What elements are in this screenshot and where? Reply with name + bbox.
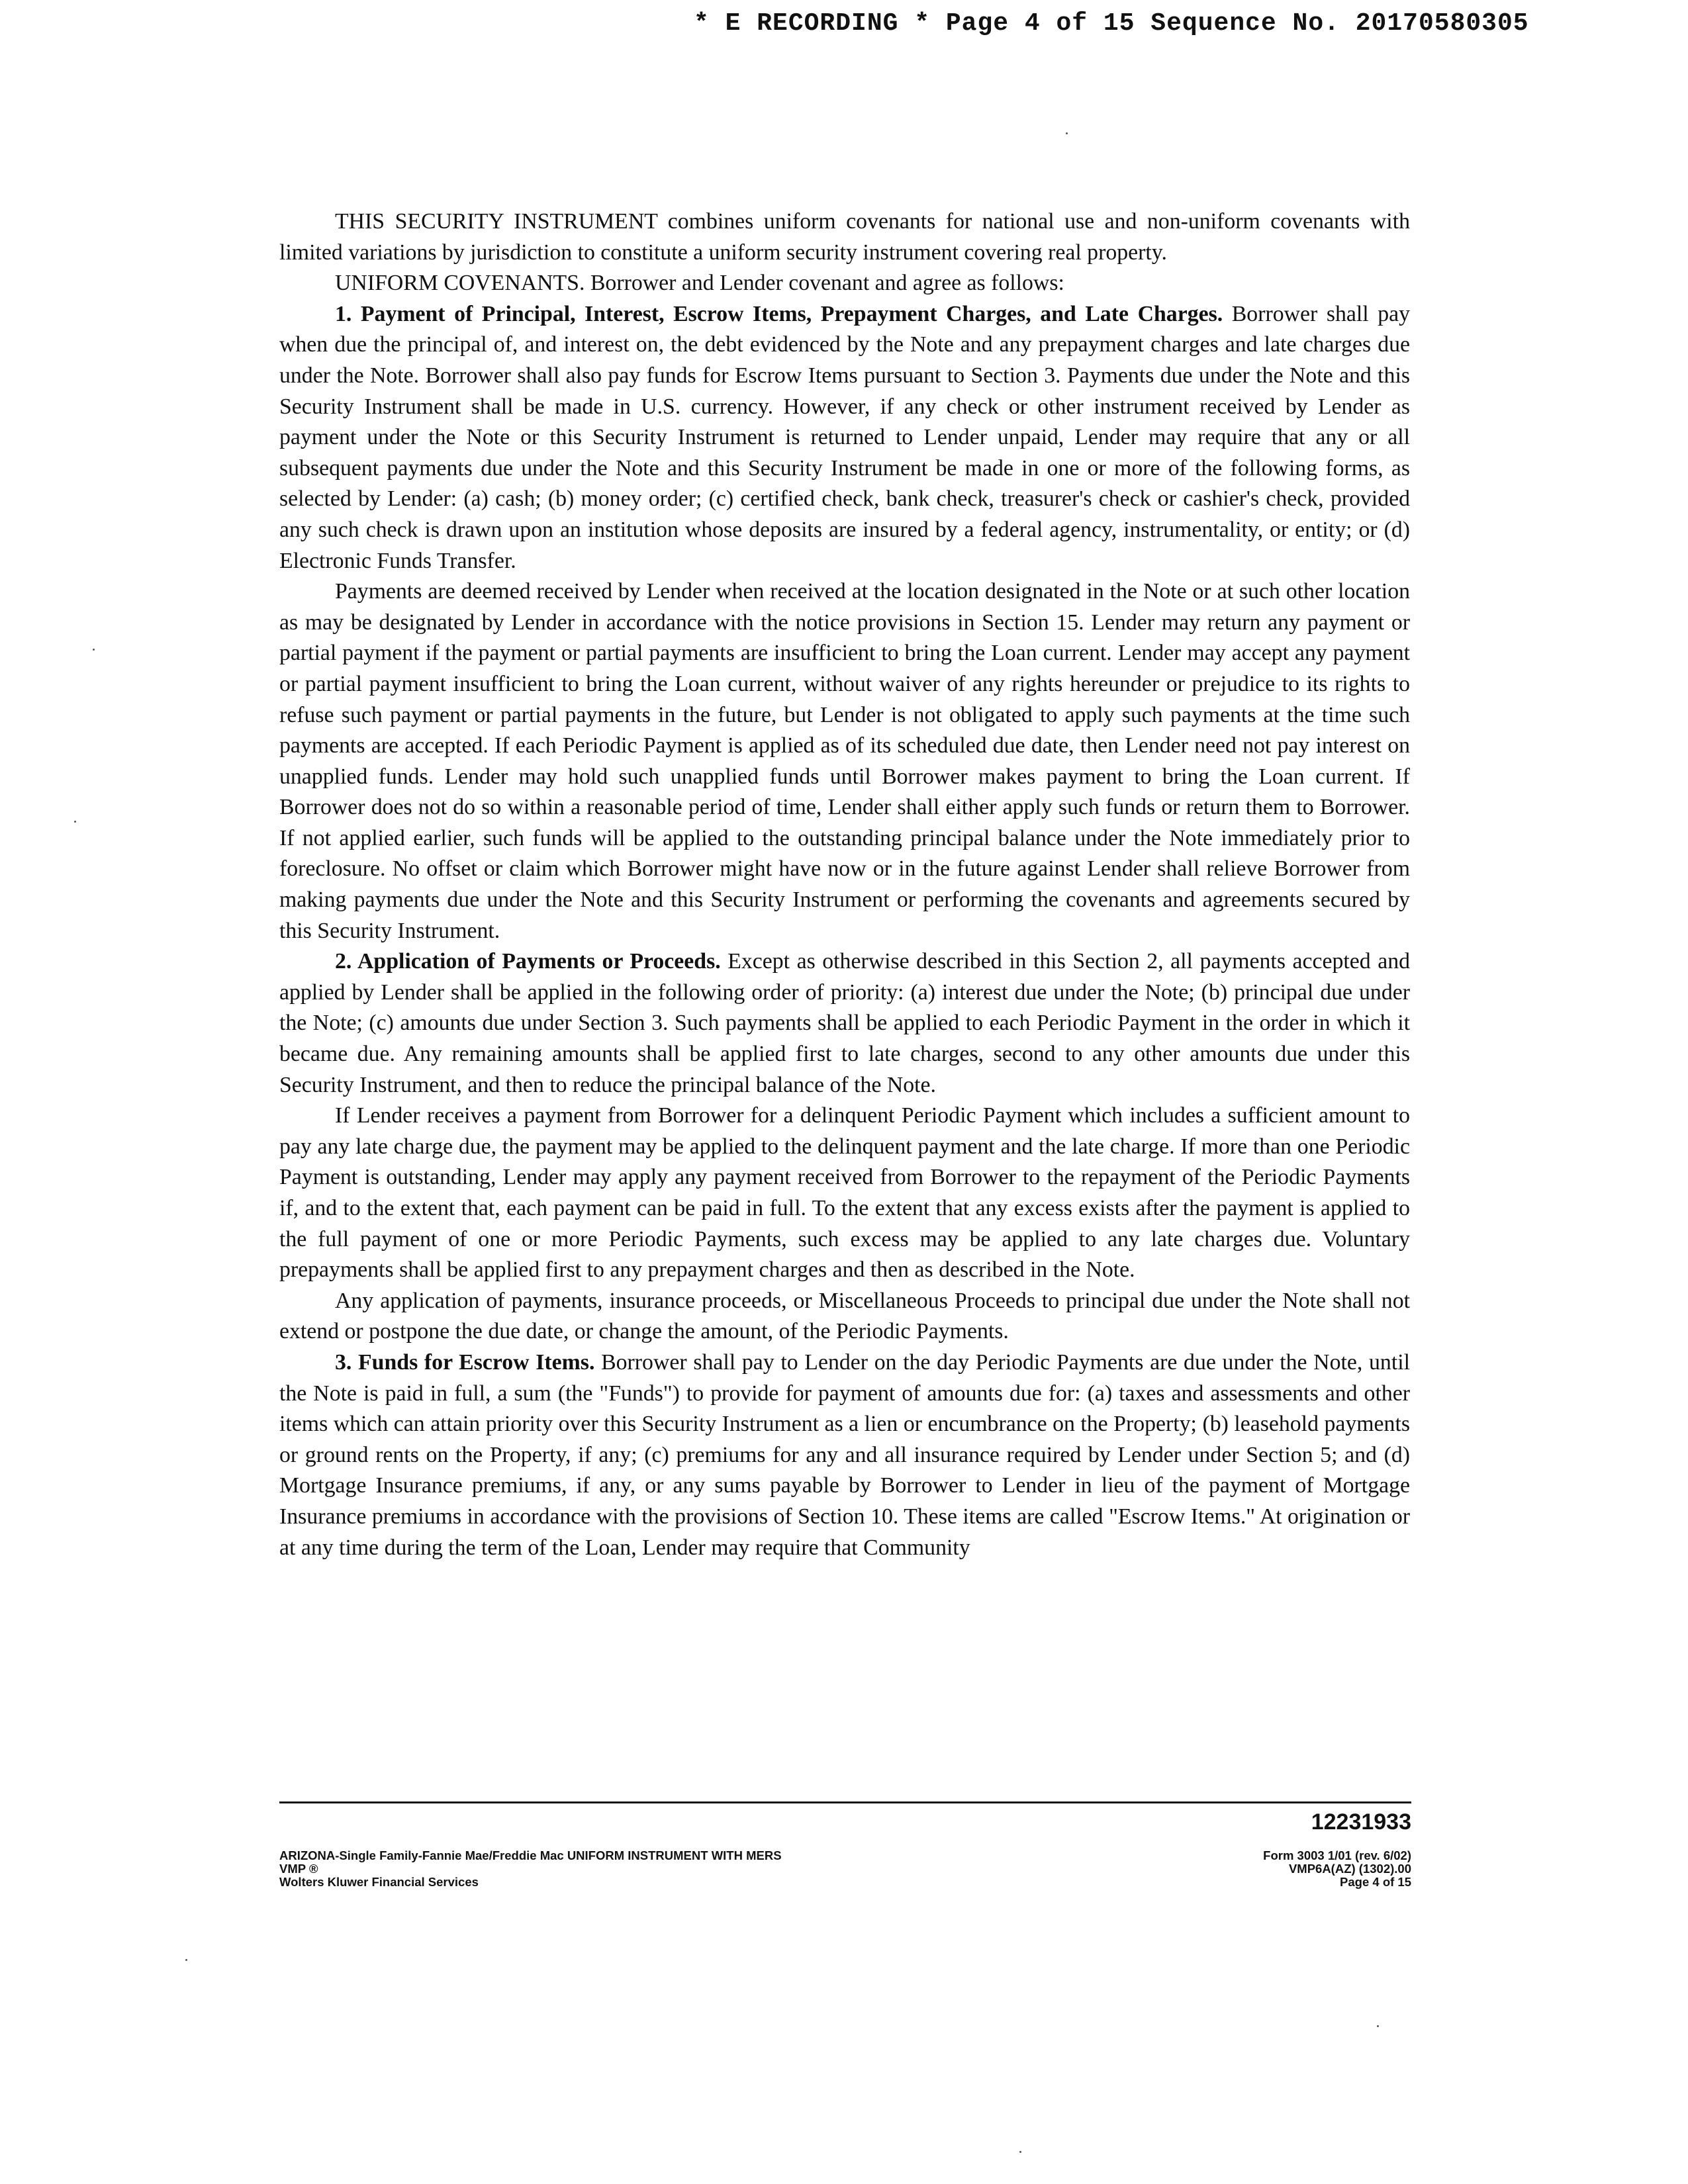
section-2-text: Except as otherwise described in this Section 2, all payments accepted and applied by Lender shall be applied in the following order of priority: (a) interest due under the Note; (b) principal due under the Note; (c) amounts due under Section 3. Such payments shall be applied to each Periodic Payment in the order in which it became due. Any remaining amounts shall be applied first to late charges, second to any other amounts due under this Security Instrument, and then to reduce the principal balance of the Note.	[279, 949, 1411, 1097]
recording-header: * E RECORDING * Page 4 of 15 Sequence No. 20170580305	[694, 9, 1529, 38]
section-1-paragraph	[279, 299, 1410, 576]
section-1-heading: 1. Payment of Principal, Interest, Escrow Items, Prepayment Charges, and Late Charges.	[335, 301, 1223, 326]
section-3-heading: 3. Funds for Escrow Items.	[335, 1349, 595, 1375]
section-3-text: Borrower shall pay to Lender on the day Periodic Payments are due under the Note, until the Note is paid in full, a sum (the "Funds") to provide for payment of amounts due for: (a) taxes and assessments and other items which can attain priority over this Security Instrument as a lien or encumbrance on the Property; (b) leasehold payments or ground rents on the Property, if any; (c) premiums for any and all insurance required by Lender under Section 5; and (d) Mortgage Insurance premiums, if any, or any sums payable by Borrower to Lender in lieu of the payment of Mortgage Insurance premiums in accordance with the provisions of Section 10. These items are called "Escrow Items." At origination or at any time during the term of the Loan, Lender may require that Community	[279, 1349, 1410, 1560]
vmp-mark: VMP ®	[279, 1862, 318, 1876]
section-1-text: Borrower shall pay when due the principal of, and interest on, the debt evidenced by the Note and any prepayment charges and late charges due under the Note. Borrower shall also pay funds for Escrow Items pursuant to Section 3. Payments due under the Note and this Security Instrument shall be made in U.S. currency. However, if any check or other instrument received by Lender as payment under the Note or this Security Instrument is returned to Lender unpaid, Lender may require that any or all subsequent payments due under the Note and this Security Instrument be made in one or more of the following forms, as selected by Lender: (a) cash; (b) money order; (c) certified check, bank check, treasurer's check or cashier's check, provided any such check is drawn upon an institution whose deposits are insured by a federal agency, instrumentality, or entity; or (d) Electronic Funds Transfer.	[279, 301, 1411, 573]
scan-speck	[1019, 2151, 1021, 2153]
scan-speck	[1066, 132, 1068, 134]
scan-speck	[93, 649, 95, 651]
footer-form-codes	[1125, 1849, 1411, 1889]
form-title: ARIZONA-Single Family-Fannie Mae/Freddie Mac UNIFORM INSTRUMENT WITH MERS	[279, 1848, 782, 1862]
section-3-paragraph	[279, 1347, 1410, 1563]
scan-speck	[1377, 2025, 1379, 2027]
scan-speck	[74, 821, 76, 823]
vmp-code: VMP6A(AZ) (1302).00	[1288, 1862, 1411, 1876]
section-2-paragraph-2: If Lender receives a payment from Borrower for a delinquent Periodic Payment which includes a sufficient amount to pay any late charge due, the payment may be applied to the delinquent payment and the late charge. If more than one Periodic Payment is outstanding, Lender may apply any payment received from Borrower to the repayment of the Periodic Payments if, and to the extent that, each payment can be paid in full. To the extent that any excess exists after the payment is applied to the full payment of one or more Periodic Payments, such excess may be applied to any late charges due. Voluntary prepayments shall be applied first to any prepayment charges and then as described in the Note.	[279, 1103, 1410, 1283]
footer-page-label: Page 4 of 15	[1340, 1875, 1411, 1889]
footer-divider	[279, 1801, 1411, 1803]
section-2-paragraph	[279, 946, 1410, 1101]
footer-form-info	[279, 1849, 1008, 1889]
uniform-covenants-paragraph: UNIFORM COVENANTS. Borrower and Lender covenant and agree as follows:	[335, 271, 1064, 296]
section-2-paragraph-3: Any application of payments, insurance proceeds, or Miscellaneous Proceeds to principal due under the Note shall not extend or postpone the due date, or change the amount, of the Periodic Payments.	[279, 1288, 1410, 1344]
scan-speck	[185, 1959, 187, 1961]
intro-paragraph: THIS SECURITY INSTRUMENT combines uniform covenants for national use and non-uniform covenants with limited variations by jurisdiction to constitute a uniform security instrument covering real property.	[279, 209, 1410, 265]
section-2-heading: 2. Application of Payments or Proceeds.	[335, 949, 721, 974]
document-body	[279, 206, 1410, 1563]
form-number: Form 3003 1/01 (rev. 6/02)	[1263, 1848, 1411, 1862]
loan-number: 12231933	[1311, 1809, 1411, 1835]
section-1-paragraph-2: Payments are deemed received by Lender when received at the location designated in the Note or at such other location as may be designated by Lender in accordance with the notice provisions in Section 15. Lender may return any payment or partial payment if the payment or partial payments are insufficient to bring the Loan current. Lender may accept any payment or partial payment insufficient to bring the Loan current, without waiver of any rights hereunder or prejudice to its rights to refuse such payment or partial payments in the future, but Lender is not obligated to apply such payments at the time such payments are accepted. If each Periodic Payment is applied as of its scheduled due date, then Lender need not pay interest on unapplied funds. Lender may hold such unapplied funds until Borrower makes payment to bring the Loan current. If Borrower does not do so within a reasonable period of time, Lender shall either apply such funds or return them to Borrower. If not applied earlier, such funds will be applied to the outstanding principal balance under the Note immediately prior to foreclosure. No offset or claim which Borrower might have now or in the future against Lender shall relieve Borrower from making payments due under the Note and this Security Instrument or performing the covenants and agreements secured by this Security Instrument.	[279, 579, 1410, 943]
publisher-name: Wolters Kluwer Financial Services	[279, 1875, 479, 1889]
